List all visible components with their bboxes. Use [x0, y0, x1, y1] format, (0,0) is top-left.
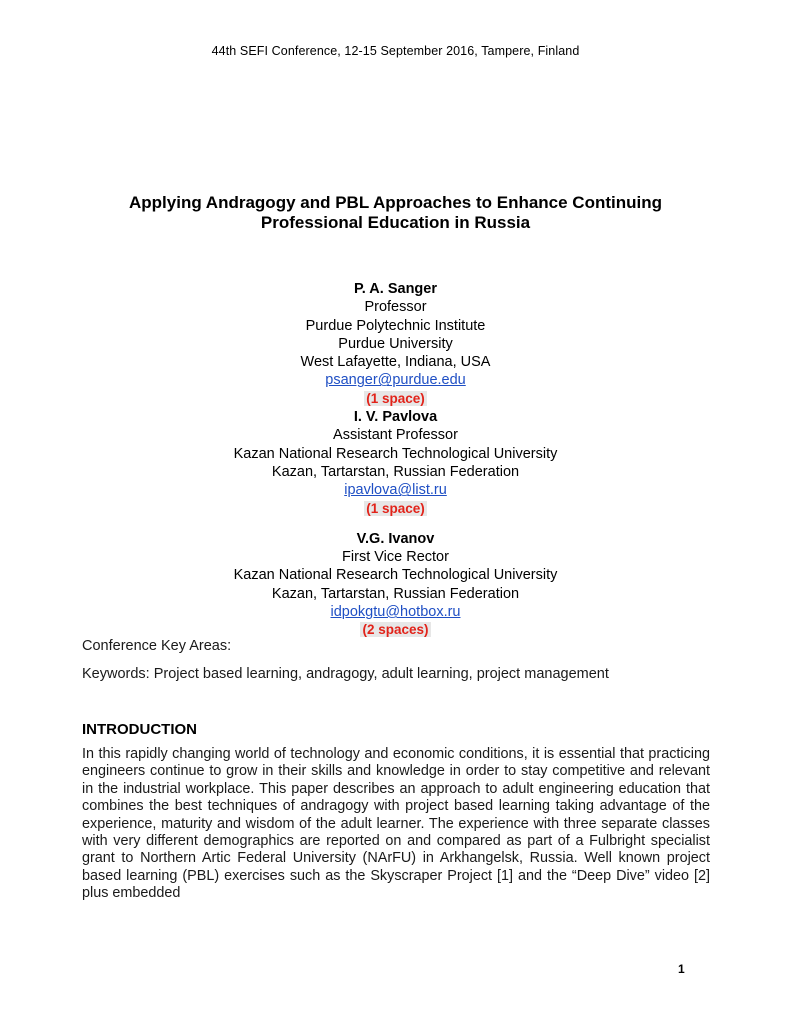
- running-header: 44th SEFI Conference, 12-15 September 2016, Tampere, Finland: [211, 44, 580, 58]
- author-email-link[interactable]: psanger@purdue.edu: [325, 372, 466, 389]
- introduction-paragraph: In this rapidly changing world of technology and economic conditions, it is essential that practicing engineers continue to grow in their skills and knowledge in order to stay competitive and relevant in the industrial workplace. This paper describes an approach to adult engineering education that combines the best techniques of andragogy with project based learning taking advantage of the experience, maturity and wisdom of the adult learner. The experience with three separate classes with very different demographics are reported on and compared as part of a Fulbright specialist grant to Northern Artic Federal University (NArFU) in Arkhangelsk, Russia. Well known project based learning (PBL) exercises such as the Skyscraper Project [1] and the “Deep Dive” video [2] plus embedded: [82, 746, 710, 902]
- author-position: Assistant Professor: [333, 427, 458, 444]
- author-affiliation: Purdue Polytechnic Institute: [305, 317, 486, 334]
- author-position: First Vice Rector: [342, 549, 449, 566]
- author-affiliation: Kazan National Research Technological University: [233, 445, 558, 462]
- author-name: V.G. Ivanov: [356, 530, 435, 547]
- title-line-1: Applying Andragogy and PBL Approaches to Enhance Continuing: [129, 193, 662, 212]
- author-location: West Lafayette, Indiana, USA: [300, 354, 491, 371]
- spacing-note: (2 spaces): [362, 622, 429, 638]
- spacing-note: (1 space): [366, 500, 425, 516]
- title-line-2: Professional Education in Russia: [260, 213, 531, 232]
- author-email-link[interactable]: ipavlova@list.ru: [344, 482, 447, 499]
- conference-key-areas: Conference Key Areas:: [82, 638, 232, 654]
- spacing-note: (1 space): [366, 390, 425, 406]
- keywords: Keywords: Project based learning, andragogy, adult learning, project management: [82, 666, 609, 682]
- author-location: Kazan, Tartarstan, Russian Federation: [271, 585, 520, 602]
- section-heading: INTRODUCTION: [82, 721, 197, 738]
- paper-title: [80, 193, 711, 233]
- author-name: P. A. Sanger: [353, 281, 437, 297]
- page-number: 1: [678, 962, 685, 976]
- author-block: [0, 280, 791, 640]
- author-name: I. V. Pavlova: [353, 409, 438, 426]
- author-location: Kazan, Tartarstan, Russian Federation: [271, 463, 520, 480]
- author-affiliation: Kazan National Research Technological University: [233, 567, 558, 584]
- author-position: Professor: [364, 299, 427, 316]
- author-affiliation: Purdue University: [338, 335, 453, 352]
- author-email-link[interactable]: idpokgtu@hotbox.ru: [330, 604, 461, 621]
